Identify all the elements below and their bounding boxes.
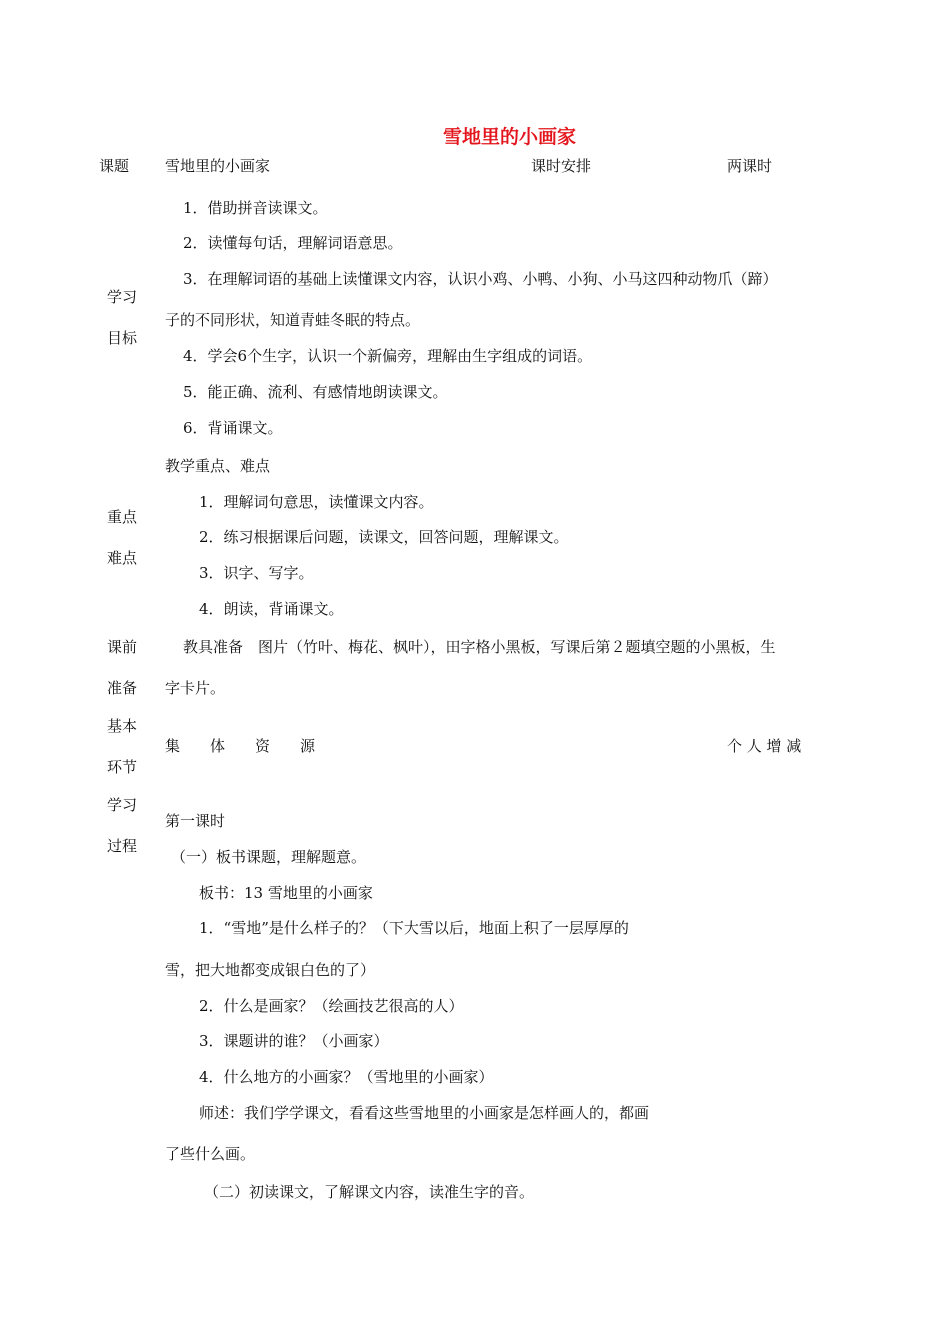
side-label-key-1: 重点 xyxy=(107,508,138,526)
process-line: 2．什么是画家？（绘画技艺很高的人） xyxy=(199,997,464,1015)
process-line: 师述：我们学学课文，看看这些雪地里的小画家是怎样画人的，都画 xyxy=(199,1104,650,1122)
side-label-process-1: 学习 xyxy=(107,796,138,814)
side-label-prep-2: 准备 xyxy=(107,679,138,697)
schedule-value: 两课时 xyxy=(727,157,773,175)
objective-item: 5．能正确、流利、有感情地朗读课文。 xyxy=(183,383,448,401)
objective-item: 1．借助拼音读课文。 xyxy=(183,199,328,217)
process-line: 了些什么画。 xyxy=(165,1145,256,1163)
process-line: 第一课时 xyxy=(165,812,226,830)
objective-item: 2．读懂每句话，理解词语意思。 xyxy=(183,234,403,252)
side-label-basic-1: 基本 xyxy=(107,717,138,735)
process-line: 4．什么地方的小画家？（雪地里的小画家） xyxy=(199,1068,494,1086)
process-line: 3．课题讲的谁？（小画家） xyxy=(199,1032,389,1050)
page-title: 雪地里的小画家 xyxy=(443,126,577,148)
process-line: 板书：13 雪地里的小画家 xyxy=(199,884,373,902)
side-label-key-2: 难点 xyxy=(107,549,138,567)
label-schedule: 课时安排 xyxy=(531,157,592,175)
key-points-heading: 教学重点、难点 xyxy=(165,457,271,475)
objective-item: 6．背诵课文。 xyxy=(183,419,283,437)
objective-item: 4．学会6个生字，认识一个新偏旁，理解由生字组成的词语。 xyxy=(183,347,593,365)
preparation-line: 字卡片。 xyxy=(165,679,226,697)
side-label-process-2: 过程 xyxy=(107,837,138,855)
label-topic: 课题 xyxy=(99,157,130,175)
process-line: （二）初读课文，了解课文内容，读准生字的音。 xyxy=(204,1183,535,1201)
side-label-objectives-2: 目标 xyxy=(107,329,138,347)
process-line: 雪，把大地都变成银白色的了） xyxy=(165,961,376,979)
key-point-item: 3．识字、写字。 xyxy=(199,564,314,582)
side-label-basic-2: 环节 xyxy=(107,758,138,776)
objective-item: 子的不同形状，知道青蛙冬眠的特点。 xyxy=(165,311,421,329)
column-personal-adjustments: 个 人 增 减 xyxy=(727,737,802,755)
side-label-objectives-1: 学习 xyxy=(107,288,138,306)
column-collective-resources: 集 体 资 源 xyxy=(165,737,316,755)
process-line: （一）板书课题，理解题意。 xyxy=(171,848,367,866)
key-point-item: 4．朗读，背诵课文。 xyxy=(199,600,344,618)
topic-value: 雪地里的小画家 xyxy=(165,157,271,175)
key-point-item: 1．理解词句意思，读懂课文内容。 xyxy=(199,493,434,511)
objective-item: 3．在理解词语的基础上读懂课文内容，认识小鸡、小鸭、小狗、小马这四种动物爪（蹄） xyxy=(183,270,778,288)
process-line: 1．“雪地”是什么样子的？（下大雪以后，地面上积了一层厚厚的 xyxy=(199,919,629,937)
key-point-item: 2．练习根据课后问题，读课文，回答问题，理解课文。 xyxy=(199,528,569,546)
side-label-prep-1: 课前 xyxy=(107,638,138,656)
preparation-line: 教具准备 图片（竹叶、梅花、枫叶），田字格小黑板，写课后第２题填空题的小黑板，生 xyxy=(183,638,776,656)
